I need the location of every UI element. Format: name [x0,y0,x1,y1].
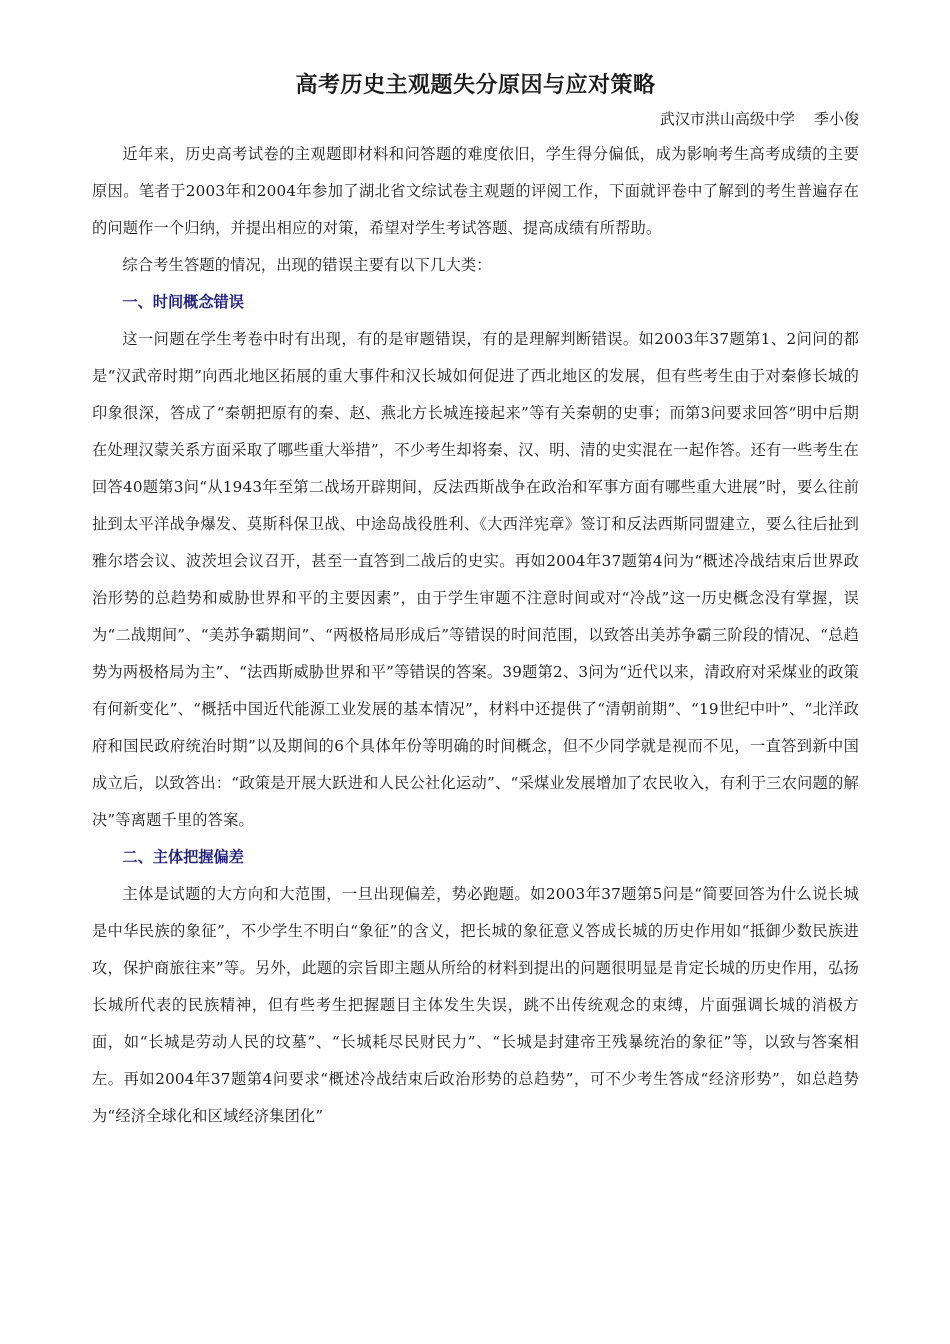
document-title: 高考历史主观题失分原因与应对策略 [295,73,656,98]
author-line: 武汉市洪山高级中学 季小俊 [659,110,859,128]
intro-paragraph: 近年来，历史高考试卷的主观题即材料和问答题的难度依旧，学生得分偏低，成为影响考生高考成绩的主要原因。笔者于2003年和2004年参加了湖北省文综试卷主观题的评阅工作，下面就评卷中了解到的考生普遍存在的问题作一个归纳，并提出相应的对策，希望对学生考试答题、提高成绩有所帮助。 [92,145,859,237]
intro-paragraph: 综合考生答题的情况，出现的错误主要有以下几大类： [122,256,492,274]
section-body: 这一问题在学生考卷中时有出现，有的是审题错误，有的是理解判断错误。如2003年37题第1、2问问的都是“汉武帝时期”向西北地区拓展的重大事件和汉长城如何促进了西北地区的发展，但有些考生由于对秦修长城的印象很深，答成了“秦朝把原有的秦、赵、燕北方长城连接起来”等有关秦朝的史事；而第3问要求回答“明中后期在处理汉蒙关系方面采取了哪些重大举措”，不少考生却将秦、汉、明、清的史实混在一起作答。还有一些考生在回答40题第3问“从1943年至第二战场开辟期间，反法西斯战争在政治和军事方面有哪些重大进展”时，要么往前扯到太平洋战争爆发、莫斯科保卫战、中途岛战役胜利、《大西洋宪章》签订和反法西斯同盟建立，要么往后扯到雅尔塔会议、波茨坦会议召开，甚至一直答到二战后的史实。再如2004年37题第4问为“概述冷战结束后世界政治形势的总趋势和威胁世界和平的主要因素”，由于学生审题不注意时间或对“冷战”这一历史概念没有掌握，误为“二战期间”、“美苏争霸期间”、“两极格局形成后”等错误的时间范围，以致答出美苏争霸三阶段的情况、“总趋势为两极格局为主”、“法西斯威胁世界和平”等错误的答案。39题第2、3问为“近代以来，清政府对采煤业的政策有何新变化”、“概括中国近代能源工业发展的基本情况”，材料中还提供了“清朝前期”、“19世纪中叶”、“北洋政府和国民政府统治时期”以及期间的6个具体年份等明确的时间概念，但不少同学就是视而不见，一直答到新中国成立后，以致答出：“政策是开展大跃进和人民公社化运动”、“采煤业发展增加了农民收入，有利于三农问题的解决”等离题千里的答案。 [92,330,859,829]
section-body: 主体是试题的大方向和大范围，一旦出现偏差，势必跑题。如2003年37题第5问是“简要回答为什么说长城是中华民族的象征”，不少学生不明白“象征”的含义，把长城的象征意义答成长城的历史作用如“抵御少数民族进攻，保护商旅往来”等。另外，此题的宗旨即主题从所给的材料到提出的问题很明显是肯定长城的历史作用，弘扬长城所代表的民族精神，但有些考生把握题目主体发生失误，跳不出传统观念的束缚，片面强调长城的消极方面，如“长城是劳动人民的坟墓”、“长城耗尽民财民力”、“长城是封建帝王残暴统治的象征”等，以致与答案相左。再如2004年37题第4问要求“概述冷战结束后政治形势的总趋势”，可不少考生答成“经济形势”，如总趋势为“经济全球化和区域经济集团化” [92,885,859,1125]
section-heading: 二、主体把握偏差 [122,848,244,866]
document-page [92,70,859,1135]
section-heading: 一、时间概念错误 [122,293,244,311]
